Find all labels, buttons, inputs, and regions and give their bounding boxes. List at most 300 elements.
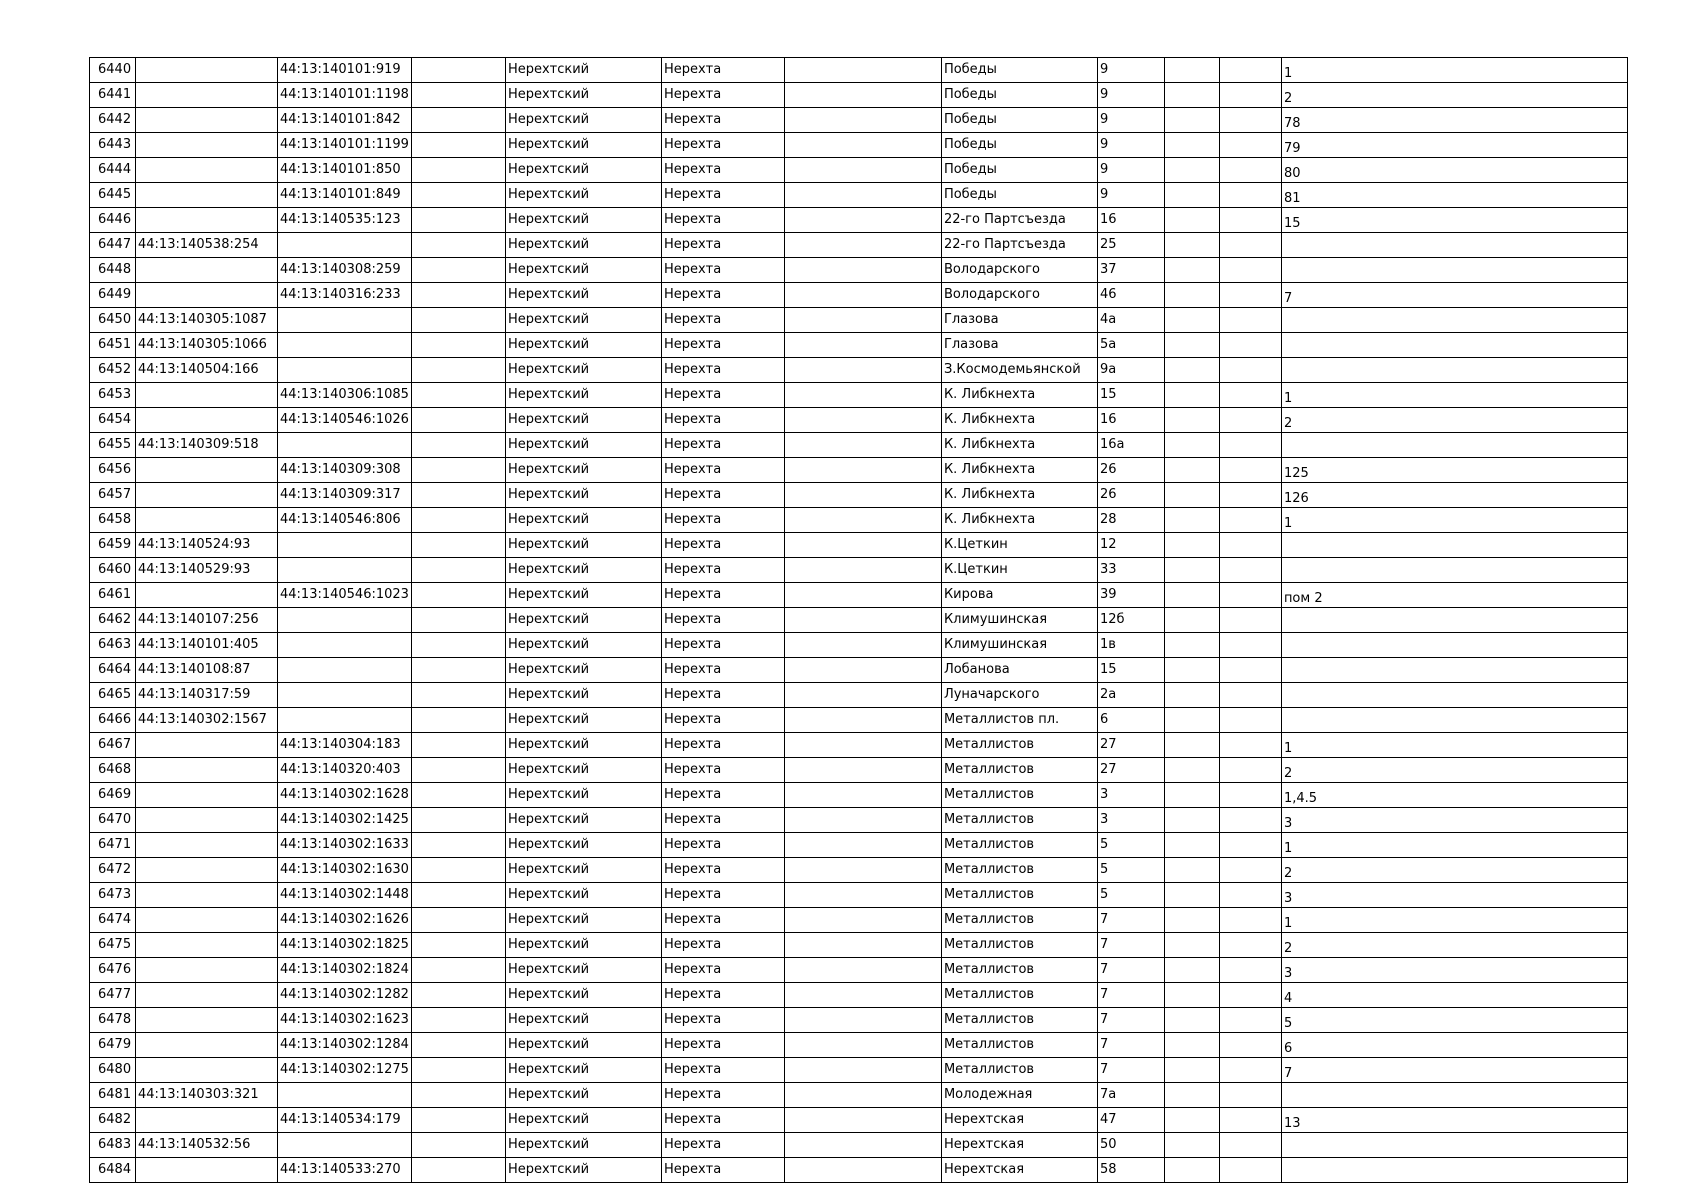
house-number-cell: 15 xyxy=(1097,383,1164,408)
blank-cell xyxy=(411,958,505,983)
apartment-cell xyxy=(1281,358,1627,383)
apartment-cell: 2 xyxy=(1281,408,1627,433)
table-row xyxy=(90,833,1628,858)
apartment-cell: 126 xyxy=(1281,483,1627,508)
blank-cell xyxy=(1219,258,1281,283)
blank-cell xyxy=(784,133,941,158)
cadastral-number-a-cell: 44:13:140305:1087 xyxy=(136,308,278,333)
cadastral-number-a-cell xyxy=(136,508,278,533)
blank-cell xyxy=(1219,108,1281,133)
blank-cell xyxy=(1164,358,1219,383)
cadastral-number-b-cell: 44:13:140101:1199 xyxy=(278,133,412,158)
district-cell: Нерехтский xyxy=(505,408,661,433)
district-cell: Нерехтский xyxy=(505,333,661,358)
blank-cell xyxy=(784,583,941,608)
table-row xyxy=(90,633,1628,658)
apartment-cell xyxy=(1281,633,1627,658)
house-number-cell: 5а xyxy=(1097,333,1164,358)
city-cell: Нерехта xyxy=(661,983,784,1008)
house-number-cell: 5 xyxy=(1097,883,1164,908)
cadastral-number-a-cell xyxy=(136,833,278,858)
street-cell: Металлистов xyxy=(941,733,1097,758)
row-number-cell: 6479 xyxy=(90,1033,136,1058)
table-row xyxy=(90,808,1628,833)
cadastral-number-a-cell: 44:13:140529:93 xyxy=(136,558,278,583)
row-number-cell: 6482 xyxy=(90,1108,136,1133)
apartment-cell: 5 xyxy=(1281,1008,1627,1033)
blank-cell xyxy=(1219,933,1281,958)
city-cell: Нерехта xyxy=(661,1083,784,1108)
apartment-cell: 3 xyxy=(1281,883,1627,908)
blank-cell xyxy=(1219,983,1281,1008)
table-row xyxy=(90,83,1628,108)
cadastral-number-b-cell: 44:13:140306:1085 xyxy=(278,383,412,408)
house-number-cell: 9 xyxy=(1097,133,1164,158)
row-number-cell: 6451 xyxy=(90,333,136,358)
row-number-cell: 6466 xyxy=(90,708,136,733)
blank-cell xyxy=(411,358,505,383)
row-number-cell: 6469 xyxy=(90,783,136,808)
cadastral-number-a-cell: 44:13:140305:1066 xyxy=(136,333,278,358)
apartment-cell: 3 xyxy=(1281,958,1627,983)
blank-cell xyxy=(784,783,941,808)
district-cell: Нерехтский xyxy=(505,283,661,308)
blank-cell xyxy=(1164,433,1219,458)
row-number-cell: 6462 xyxy=(90,608,136,633)
cadastral-number-a-cell xyxy=(136,958,278,983)
house-number-cell: 9 xyxy=(1097,183,1164,208)
table-row xyxy=(90,233,1628,258)
table-row xyxy=(90,258,1628,283)
blank-cell xyxy=(411,383,505,408)
city-cell: Нерехта xyxy=(661,433,784,458)
district-cell: Нерехтский xyxy=(505,258,661,283)
table-row xyxy=(90,958,1628,983)
cadastral-number-b-cell: 44:13:140546:1023 xyxy=(278,583,412,608)
blank-cell xyxy=(1164,1083,1219,1108)
cadastral-number-b-cell xyxy=(278,683,412,708)
blank-cell xyxy=(411,283,505,308)
city-cell: Нерехта xyxy=(661,1133,784,1158)
blank-cell xyxy=(1164,1008,1219,1033)
apartment-cell xyxy=(1281,258,1627,283)
row-number-cell: 6468 xyxy=(90,758,136,783)
street-cell: Нерехтская xyxy=(941,1158,1097,1183)
district-cell: Нерехтский xyxy=(505,233,661,258)
apartment-cell: 80 xyxy=(1281,158,1627,183)
district-cell: Нерехтский xyxy=(505,833,661,858)
city-cell: Нерехта xyxy=(661,133,784,158)
blank-cell xyxy=(784,433,941,458)
street-cell: К. Либкнехта xyxy=(941,383,1097,408)
cadastral-number-a-cell xyxy=(136,883,278,908)
city-cell: Нерехта xyxy=(661,1033,784,1058)
blank-cell xyxy=(1219,433,1281,458)
blank-cell xyxy=(784,1058,941,1083)
apartment-cell xyxy=(1281,308,1627,333)
street-cell: Победы xyxy=(941,83,1097,108)
cadastral-number-b-cell xyxy=(278,308,412,333)
cadastral-number-a-cell: 44:13:140107:256 xyxy=(136,608,278,633)
blank-cell xyxy=(1219,483,1281,508)
street-cell: 22-го Партсъезда xyxy=(941,233,1097,258)
apartment-cell: 1 xyxy=(1281,833,1627,858)
district-cell: Нерехтский xyxy=(505,208,661,233)
blank-cell xyxy=(1164,83,1219,108)
city-cell: Нерехта xyxy=(661,533,784,558)
blank-cell xyxy=(411,433,505,458)
district-cell: Нерехтский xyxy=(505,808,661,833)
cadastral-number-a-cell: 44:13:140303:321 xyxy=(136,1083,278,1108)
row-number-cell: 6461 xyxy=(90,583,136,608)
city-cell: Нерехта xyxy=(661,383,784,408)
apartment-cell xyxy=(1281,533,1627,558)
blank-cell xyxy=(411,483,505,508)
blank-cell xyxy=(411,833,505,858)
cadastral-number-a-cell xyxy=(136,783,278,808)
table-row xyxy=(90,708,1628,733)
district-cell: Нерехтский xyxy=(505,1133,661,1158)
street-cell: К. Либкнехта xyxy=(941,408,1097,433)
blank-cell xyxy=(1219,1158,1281,1183)
blank-cell xyxy=(1164,783,1219,808)
blank-cell xyxy=(784,533,941,558)
blank-cell xyxy=(1219,458,1281,483)
house-number-cell: 7 xyxy=(1097,958,1164,983)
blank-cell xyxy=(1219,1133,1281,1158)
city-cell: Нерехта xyxy=(661,183,784,208)
street-cell: Металлистов xyxy=(941,908,1097,933)
row-number-cell: 6475 xyxy=(90,933,136,958)
street-cell: Володарского xyxy=(941,258,1097,283)
cadastral-number-b-cell: 44:13:140309:317 xyxy=(278,483,412,508)
blank-cell xyxy=(1164,883,1219,908)
district-cell: Нерехтский xyxy=(505,158,661,183)
city-cell: Нерехта xyxy=(661,108,784,133)
blank-cell xyxy=(411,233,505,258)
street-cell: Металлистов xyxy=(941,983,1097,1008)
blank-cell xyxy=(411,883,505,908)
cadastral-number-b-cell: 44:13:140308:259 xyxy=(278,258,412,283)
data-table xyxy=(89,57,1628,1183)
city-cell: Нерехта xyxy=(661,1108,784,1133)
blank-cell xyxy=(411,333,505,358)
table-row xyxy=(90,58,1628,83)
apartment-cell xyxy=(1281,1158,1627,1183)
cadastral-number-a-cell xyxy=(136,108,278,133)
blank-cell xyxy=(411,1108,505,1133)
blank-cell xyxy=(411,83,505,108)
street-cell: Металлистов пл. xyxy=(941,708,1097,733)
street-cell: З.Космодемьянской xyxy=(941,358,1097,383)
row-number-cell: 6464 xyxy=(90,658,136,683)
table-row xyxy=(90,1033,1628,1058)
row-number-cell: 6465 xyxy=(90,683,136,708)
cadastral-number-b-cell xyxy=(278,358,412,383)
blank-cell xyxy=(1164,808,1219,833)
house-number-cell: 9 xyxy=(1097,108,1164,133)
house-number-cell: 5 xyxy=(1097,833,1164,858)
cadastral-number-b-cell xyxy=(278,433,412,458)
city-cell: Нерехта xyxy=(661,58,784,83)
street-cell: К.Цеткин xyxy=(941,533,1097,558)
cadastral-number-b-cell: 44:13:140546:806 xyxy=(278,508,412,533)
blank-cell xyxy=(784,1033,941,1058)
cadastral-number-a-cell: 44:13:140538:254 xyxy=(136,233,278,258)
apartment-cell: 2 xyxy=(1281,83,1627,108)
blank-cell xyxy=(784,758,941,783)
blank-cell xyxy=(784,158,941,183)
table-row xyxy=(90,1058,1628,1083)
blank-cell xyxy=(1164,708,1219,733)
blank-cell xyxy=(784,508,941,533)
cadastral-number-b-cell: 44:13:140101:1198 xyxy=(278,83,412,108)
house-number-cell: 7 xyxy=(1097,1033,1164,1058)
table-row xyxy=(90,408,1628,433)
blank-cell xyxy=(1219,858,1281,883)
blank-cell xyxy=(1219,208,1281,233)
city-cell: Нерехта xyxy=(661,958,784,983)
district-cell: Нерехтский xyxy=(505,1008,661,1033)
cadastral-number-a-cell: 44:13:140302:1567 xyxy=(136,708,278,733)
house-number-cell: 9 xyxy=(1097,83,1164,108)
district-cell: Нерехтский xyxy=(505,83,661,108)
apartment-cell xyxy=(1281,1133,1627,1158)
blank-cell xyxy=(411,508,505,533)
blank-cell xyxy=(1219,958,1281,983)
street-cell: Металлистов xyxy=(941,958,1097,983)
table-row xyxy=(90,333,1628,358)
street-cell: Металлистов xyxy=(941,933,1097,958)
blank-cell xyxy=(1164,283,1219,308)
table-row xyxy=(90,183,1628,208)
street-cell: Металлистов xyxy=(941,783,1097,808)
district-cell: Нерехтский xyxy=(505,633,661,658)
street-cell: К. Либкнехта xyxy=(941,508,1097,533)
blank-cell xyxy=(411,683,505,708)
street-cell: Володарского xyxy=(941,283,1097,308)
blank-cell xyxy=(1164,183,1219,208)
cadastral-number-b-cell xyxy=(278,708,412,733)
apartment-cell: 1,4.5 xyxy=(1281,783,1627,808)
blank-cell xyxy=(1219,1058,1281,1083)
city-cell: Нерехта xyxy=(661,508,784,533)
apartment-cell xyxy=(1281,333,1627,358)
district-cell: Нерехтский xyxy=(505,683,661,708)
house-number-cell: 7 xyxy=(1097,1008,1164,1033)
blank-cell xyxy=(1164,833,1219,858)
row-number-cell: 6445 xyxy=(90,183,136,208)
blank-cell xyxy=(784,933,941,958)
city-cell: Нерехта xyxy=(661,483,784,508)
cadastral-number-a-cell xyxy=(136,733,278,758)
blank-cell xyxy=(1164,533,1219,558)
blank-cell xyxy=(1219,333,1281,358)
table-row xyxy=(90,908,1628,933)
district-cell: Нерехтский xyxy=(505,708,661,733)
house-number-cell: 9 xyxy=(1097,158,1164,183)
row-number-cell: 6473 xyxy=(90,883,136,908)
district-cell: Нерехтский xyxy=(505,133,661,158)
blank-cell xyxy=(1164,758,1219,783)
row-number-cell: 6446 xyxy=(90,208,136,233)
cadastral-number-b-cell: 44:13:140302:1626 xyxy=(278,908,412,933)
blank-cell xyxy=(1219,808,1281,833)
table-row xyxy=(90,783,1628,808)
cadastral-number-a-cell xyxy=(136,1058,278,1083)
street-cell: Металлистов xyxy=(941,758,1097,783)
table-row xyxy=(90,108,1628,133)
cadastral-number-b-cell: 44:13:140533:270 xyxy=(278,1158,412,1183)
city-cell: Нерехта xyxy=(661,833,784,858)
city-cell: Нерехта xyxy=(661,208,784,233)
cadastral-number-b-cell: 44:13:140320:403 xyxy=(278,758,412,783)
cadastral-number-b-cell: 44:13:140302:1425 xyxy=(278,808,412,833)
table-row xyxy=(90,583,1628,608)
blank-cell xyxy=(784,1158,941,1183)
cadastral-number-b-cell xyxy=(278,533,412,558)
cadastral-number-a-cell xyxy=(136,1158,278,1183)
table-row xyxy=(90,558,1628,583)
row-number-cell: 6474 xyxy=(90,908,136,933)
blank-cell xyxy=(1164,408,1219,433)
blank-cell xyxy=(784,558,941,583)
apartment-cell xyxy=(1281,233,1627,258)
street-cell: Металлистов xyxy=(941,1008,1097,1033)
cadastral-number-b-cell: 44:13:140302:1628 xyxy=(278,783,412,808)
apartment-cell: 2 xyxy=(1281,933,1627,958)
blank-cell xyxy=(411,558,505,583)
row-number-cell: 6454 xyxy=(90,408,136,433)
row-number-cell: 6480 xyxy=(90,1058,136,1083)
district-cell: Нерехтский xyxy=(505,1058,661,1083)
blank-cell xyxy=(411,858,505,883)
district-cell: Нерехтский xyxy=(505,508,661,533)
blank-cell xyxy=(1219,558,1281,583)
apartment-cell: 78 xyxy=(1281,108,1627,133)
cadastral-number-b-cell: 44:13:140302:1275 xyxy=(278,1058,412,1083)
house-number-cell: 7а xyxy=(1097,1083,1164,1108)
cadastral-number-a-cell xyxy=(136,983,278,1008)
row-number-cell: 6458 xyxy=(90,508,136,533)
cadastral-number-a-cell xyxy=(136,208,278,233)
table-row xyxy=(90,358,1628,383)
row-number-cell: 6477 xyxy=(90,983,136,1008)
row-number-cell: 6455 xyxy=(90,433,136,458)
blank-cell xyxy=(1164,1158,1219,1183)
city-cell: Нерехта xyxy=(661,308,784,333)
row-number-cell: 6443 xyxy=(90,133,136,158)
apartment-cell: 1 xyxy=(1281,58,1627,83)
house-number-cell: 39 xyxy=(1097,583,1164,608)
cadastral-number-a-cell xyxy=(136,408,278,433)
blank-cell xyxy=(411,708,505,733)
cadastral-number-b-cell: 44:13:140534:179 xyxy=(278,1108,412,1133)
row-number-cell: 6452 xyxy=(90,358,136,383)
blank-cell xyxy=(1164,108,1219,133)
table-row xyxy=(90,1133,1628,1158)
cadastral-number-a-cell: 44:13:140532:56 xyxy=(136,1133,278,1158)
city-cell: Нерехта xyxy=(661,708,784,733)
table-row xyxy=(90,133,1628,158)
street-cell: Металлистов xyxy=(941,808,1097,833)
blank-cell xyxy=(1164,258,1219,283)
row-number-cell: 6447 xyxy=(90,233,136,258)
table-row xyxy=(90,383,1628,408)
blank-cell xyxy=(784,883,941,908)
house-number-cell: 7 xyxy=(1097,983,1164,1008)
street-cell: Нерехтская xyxy=(941,1133,1097,1158)
house-number-cell: 7 xyxy=(1097,933,1164,958)
blank-cell xyxy=(1164,983,1219,1008)
house-number-cell: 28 xyxy=(1097,508,1164,533)
row-number-cell: 6478 xyxy=(90,1008,136,1033)
district-cell: Нерехтский xyxy=(505,783,661,808)
district-cell: Нерехтский xyxy=(505,608,661,633)
blank-cell xyxy=(784,83,941,108)
cadastral-number-a-cell xyxy=(136,1008,278,1033)
apartment-cell xyxy=(1281,1083,1627,1108)
house-number-cell: 9 xyxy=(1097,58,1164,83)
blank-cell xyxy=(1164,1058,1219,1083)
city-cell: Нерехта xyxy=(661,608,784,633)
district-cell: Нерехтский xyxy=(505,733,661,758)
house-number-cell: 16 xyxy=(1097,208,1164,233)
street-cell: Победы xyxy=(941,158,1097,183)
blank-cell xyxy=(784,333,941,358)
blank-cell xyxy=(1164,508,1219,533)
row-number-cell: 6484 xyxy=(90,1158,136,1183)
apartment-cell: 15 xyxy=(1281,208,1627,233)
city-cell: Нерехта xyxy=(661,583,784,608)
apartment-cell: 4 xyxy=(1281,983,1627,1008)
cadastral-number-a-cell xyxy=(136,258,278,283)
table-row xyxy=(90,858,1628,883)
blank-cell xyxy=(1219,758,1281,783)
blank-cell xyxy=(1219,533,1281,558)
district-cell: Нерехтский xyxy=(505,358,661,383)
city-cell: Нерехта xyxy=(661,558,784,583)
city-cell: Нерехта xyxy=(661,1058,784,1083)
blank-cell xyxy=(784,258,941,283)
street-cell: Луначарского xyxy=(941,683,1097,708)
house-number-cell: 7 xyxy=(1097,1058,1164,1083)
cadastral-number-a-cell xyxy=(136,808,278,833)
blank-cell xyxy=(1219,508,1281,533)
row-number-cell: 6440 xyxy=(90,58,136,83)
table-row xyxy=(90,533,1628,558)
cadastral-number-b-cell xyxy=(278,333,412,358)
table-row xyxy=(90,158,1628,183)
blank-cell xyxy=(411,1083,505,1108)
house-number-cell: 3 xyxy=(1097,808,1164,833)
blank-cell xyxy=(411,1133,505,1158)
cadastral-number-a-cell xyxy=(136,183,278,208)
street-cell: Металлистов xyxy=(941,883,1097,908)
blank-cell xyxy=(1219,733,1281,758)
blank-cell xyxy=(411,758,505,783)
cadastral-number-b-cell xyxy=(278,658,412,683)
blank-cell xyxy=(411,458,505,483)
apartment-cell: 13 xyxy=(1281,1108,1627,1133)
district-cell: Нерехтский xyxy=(505,583,661,608)
cadastral-number-b-cell: 44:13:140309:308 xyxy=(278,458,412,483)
cadastral-number-a-cell xyxy=(136,583,278,608)
blank-cell xyxy=(1164,308,1219,333)
street-cell: Глазова xyxy=(941,333,1097,358)
table-body xyxy=(90,58,1628,1183)
district-cell: Нерехтский xyxy=(505,433,661,458)
